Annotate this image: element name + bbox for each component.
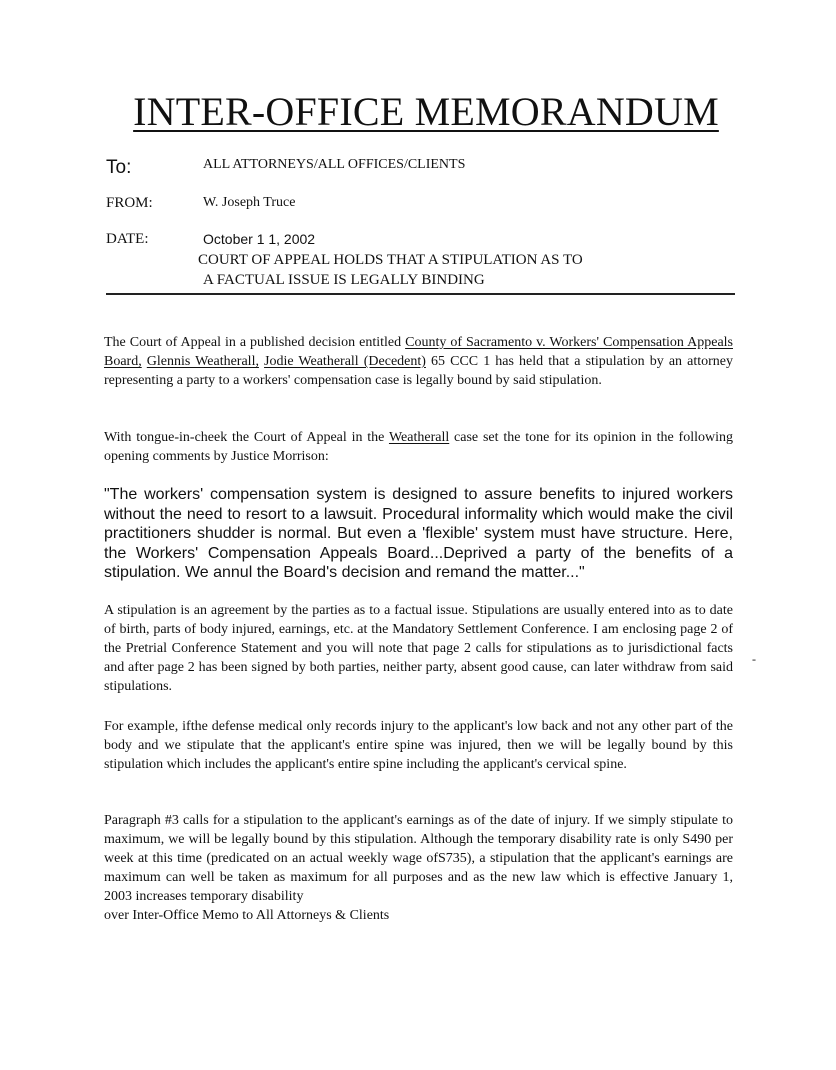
- from-value: W. Joseph Truce: [203, 195, 296, 210]
- p1-rest: 65 CCC 1 has held that a stipulation by an attorney representing a party to a workers' compensation case is legally bound by said stipulation.: [104, 354, 733, 388]
- date-value: October 1 1, 2002: [203, 231, 316, 247]
- case-party: Glennis Weatherall,: [146, 354, 259, 369]
- to-value: ALL ATTORNEYS/ALL OFFICES/CLIENTS: [203, 157, 466, 172]
- case-decedent: Jodie Weatherall (Decedent): [264, 354, 426, 369]
- p1-intro: The Court of Appeal in a published decision entitled: [104, 335, 406, 350]
- from-label: FROM:: [106, 195, 153, 211]
- subject-line-2: A FACTUAL ISSUE IS LEGALLY BINDING: [203, 272, 485, 288]
- paragraph-4: For example, ifthe defense medical only records injury to the applicant's low back and not any other part of the body and we stipulate that the applicant's entire spine was injured, then we will be legally bound by this stipulation which includes the applicant's entire spine including the applicant's cervical spine.: [104, 719, 733, 772]
- paragraph-2: [104, 428, 733, 466]
- memo-title: INTER-OFFICE MEMORANDUM: [133, 89, 719, 134]
- to-label: To:: [106, 157, 132, 178]
- date-label: DATE:: [106, 231, 149, 247]
- p2-text-a: With tongue-in-cheek the Court of Appeal in the: [104, 430, 389, 445]
- justice-quote: "The workers' compensation system is designed to assure benefits to injured workers without the need to resort to a lawsuit. Procedural informality which would make the civil practitioners shudder is normal. But even a 'flexible' system must have structure. Here, the Workers' Compensation Appeals Board...Deprived a party of the benefits of a stipulation. We annul the Board's decision and remand the matter...": [104, 486, 733, 581]
- stray-mark: -: [752, 652, 756, 666]
- subject-line-1: COURT OF APPEAL HOLDS THAT A STIPULATION AS TO: [198, 252, 583, 268]
- p2-text-b: case set the tone for its opinion in the following opening comments by Justice Morrison:: [104, 430, 733, 464]
- case-weatherall: Weatherall: [388, 430, 450, 445]
- case-citation: County of Sacramento v. Workers' Compensation Appeals Board,: [104, 335, 733, 369]
- paragraph-3: A stipulation is an agreement by the parties as to a factual issue. Stipulations are usually entered into as to date of birth, parts of body injured, earnings, etc. at the Mandatory Settlement Conference. I am enclosing page 2 of the Pretrial Conference Statement and you will note that page 2 calls for stipulations as to jurisdictional facts and after page 2 has been signed by both parties, neither party, absent good cause, can later withdraw from said stipulations.: [104, 603, 733, 694]
- continuation-footer: over Inter-Office Memo to All Attorneys & Clients: [104, 908, 390, 923]
- header-divider: [106, 293, 735, 295]
- paragraph-1: [104, 333, 733, 390]
- paragraph-5: Paragraph #3 calls for a stipulation to the applicant's earnings as of the date of injury. If we simply stipulate to maximum, we will be legally bound by this stipulation. Although the temporary disability rate is only S490 per week at this time (predicated on an actual weekly wage ofS735), a stipulation that the applicant's earnings are maximum can well be taken as maximum for all purposes and as the new law which is effective January 1, 2003 increases temporary disability: [104, 813, 733, 904]
